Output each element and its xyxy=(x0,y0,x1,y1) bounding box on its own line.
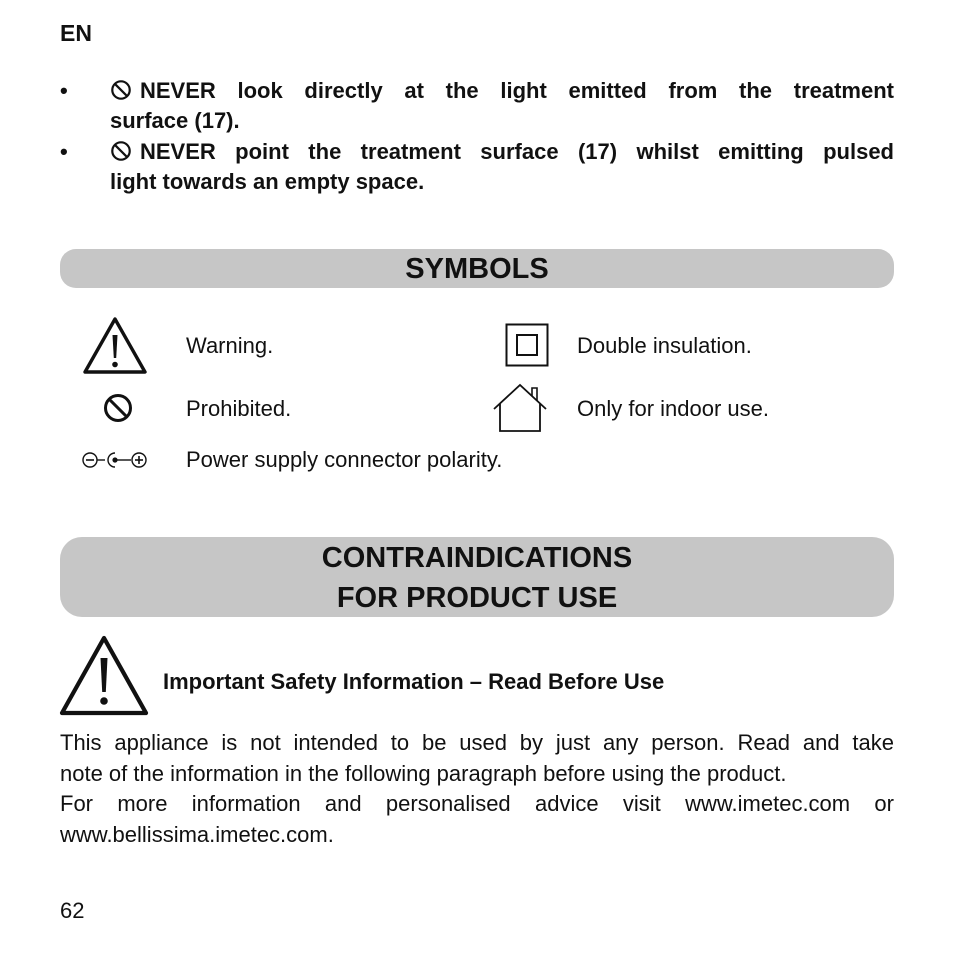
warning-triangle-icon xyxy=(58,634,150,718)
symbol-label-warning: Warning. xyxy=(186,333,274,358)
warning-bullet-1 xyxy=(110,76,894,136)
important-safety-heading: Important Safety Information – Read Before Use xyxy=(163,669,665,694)
warning-2-line2: light towards an empty space. xyxy=(110,169,425,194)
contra-title-line2: FOR PRODUCT USE xyxy=(336,582,618,614)
polarity-icon xyxy=(80,450,150,470)
warning-1-line2: surface (17). xyxy=(110,108,240,133)
body-line-4: www.bellissima.imetec.com. xyxy=(60,821,334,847)
bullet-marker: • xyxy=(60,78,68,103)
warning-bullet-2 xyxy=(110,137,894,197)
language-code: EN xyxy=(60,20,92,46)
warning-triangle-icon xyxy=(82,316,148,376)
body-line-2: note of the information in the following paragraph before using the product. xyxy=(60,760,787,786)
contra-title-line1: CONTRAINDICATIONS xyxy=(321,542,633,574)
symbol-label-double-insulation: Double insulation. xyxy=(577,333,752,358)
double-insulation-icon xyxy=(505,323,549,367)
contra-body-paragraph xyxy=(60,728,894,850)
body-line-3: For more information and personalised advice visit www.imetec.com or xyxy=(60,791,894,816)
indoor-house-icon xyxy=(492,383,548,433)
prohibited-icon xyxy=(110,79,132,101)
symbol-label-indoor: Only for indoor use. xyxy=(577,396,769,421)
symbol-label-prohibited: Prohibited. xyxy=(186,396,292,421)
contraindications-section-header xyxy=(60,537,894,617)
symbols-section-header: SYMBOLS xyxy=(60,249,894,288)
warning-1-line1: NEVER look directly at the light emitted from the treatment xyxy=(140,78,894,103)
bullet-marker: • xyxy=(60,139,68,164)
body-line-1: This appliance is not intended to be used by just any person. Read and take xyxy=(60,730,894,755)
symbol-label-polarity: Power supply connector polarity. xyxy=(186,447,503,472)
prohibited-icon xyxy=(110,140,132,162)
page-number: 62 xyxy=(60,898,85,923)
warning-2-line1: NEVER point the treatment surface (17) whilst emitting pulsed xyxy=(140,139,894,164)
prohibited-icon xyxy=(102,392,134,424)
